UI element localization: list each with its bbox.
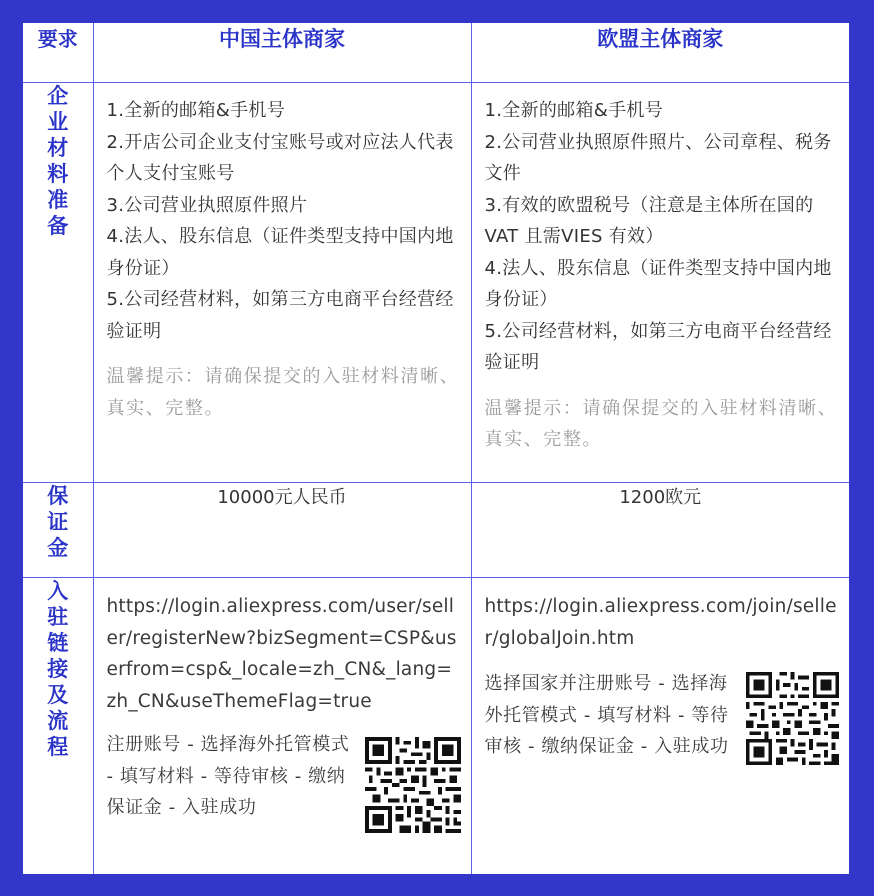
requirements-table [23,23,849,874]
cell-eu-materials [471,83,849,483]
row-deposit [23,483,849,578]
qr-code-icon [365,737,461,833]
china-registration-link[interactable]: https://login.aliexpress.com/user/seller/registerNew?bizSegment=CSP&userfrom=csp&_locale=zh_CN&_lang=zh_CN&useThemeFlag=true [106,596,457,712]
china-deposit-value: 10000元人民币 [93,483,471,578]
header-requirement: 要求 [23,23,93,83]
cell-china-materials [93,83,471,483]
row-label-registration-text: 入驻链接及流程 [47,579,69,759]
row-label-materials [23,83,93,483]
eu-material-item-5: 5.公司经营材料，如第三方电商平台经营经验证明 [484,320,832,373]
eu-materials-tip: 温馨提示：请确保提交的入驻材料清晰、真实、完整。 [484,397,838,450]
requirements-card [23,23,849,874]
china-materials-tip: 温馨提示：请确保提交的入驻材料清晰、真实、完整。 [106,366,460,419]
row-label-materials-text: 企业材料准备 [47,84,69,238]
row-label-deposit [23,483,93,578]
eu-registration-flow: 选择国家并注册账号 - 选择海外托管模式 - 填写材料 - 等待审核 - 缴纳保证金 - 入驻成功 [484,673,729,757]
row-registration [23,578,849,874]
cell-eu-registration [471,578,849,874]
china-material-item-4: 4.法人、股东信息（证件类型支持中国内地身份证） [106,226,454,279]
eu-deposit-value: 1200欧元 [471,483,849,578]
eu-material-item-4: 4.法人、股东信息（证件类型支持中国内地身份证） [484,257,832,310]
eu-material-item-2: 2.公司营业执照原件照片、公司章程、税务文件 [484,131,832,184]
cell-china-registration [93,578,471,874]
header-row [23,23,849,83]
row-label-registration [23,578,93,874]
eu-registration-link[interactable]: https://login.aliexpress.com/join/seller/globalJoin.htm [484,596,837,649]
china-registration-flow: 注册账号 - 选择海外托管模式 - 填写材料 - 等待审核 - 缴纳保证金 - 入驻成功 [106,734,350,818]
row-label-deposit-text: 保证金 [47,484,69,560]
header-china-merchant: 中国主体商家 [93,23,471,83]
eu-material-item-3: 3.有效的欧盟税号（注意是主体所在国的 VAT 且需VIES 有效） [484,194,814,247]
china-material-item-1: 1.全新的邮箱&手机号 [106,100,286,121]
china-material-item-3: 3.公司营业执照原件照片 [106,194,308,216]
china-material-item-5: 5.公司经营材料，如第三方电商平台经营经验证明 [106,289,454,342]
qr-code-icon [746,672,839,765]
china-material-item-2: 2.开店公司企业支付宝账号或对应法人代表个人支付宝账号 [106,131,454,184]
eu-material-item-1: 1.全新的邮箱&手机号 [484,100,664,121]
header-eu-merchant: 欧盟主体商家 [471,23,849,83]
row-materials [23,83,849,483]
